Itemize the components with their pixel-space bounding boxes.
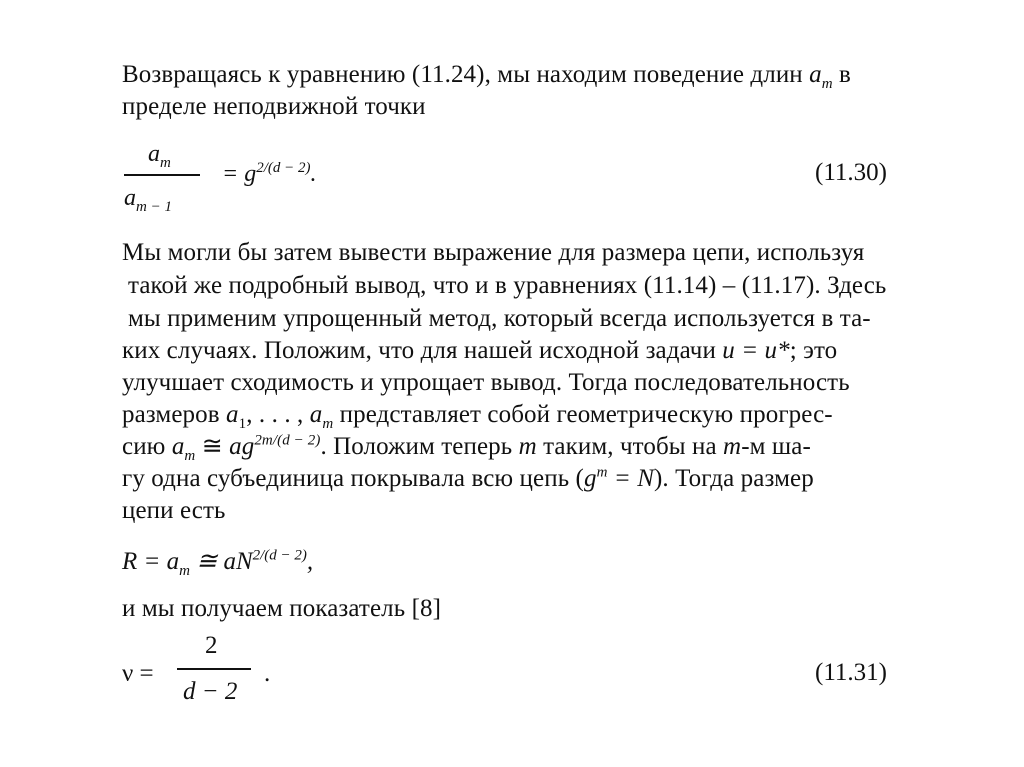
math-expression: u = u* [722, 337, 790, 364]
text-fragment: ). Тогда размер [653, 465, 814, 492]
text-fragment: , . . . , [246, 401, 310, 428]
math-subscript: m [179, 563, 190, 579]
fraction-bar [124, 174, 200, 176]
math-variable: a [309, 401, 323, 428]
paragraph-2-line-6 [122, 400, 833, 430]
fraction-denominator: d − 2 [183, 678, 238, 705]
math-subscript: m [184, 448, 196, 464]
math-subscript: m [322, 416, 334, 432]
math-subscript: m [821, 76, 833, 92]
math-expression: ag [229, 433, 255, 460]
paragraph-2-line-2: такой же подробный вывод, что и в уравнениях (11.14) – (11.17). Здесь [128, 272, 887, 299]
text-fragment: в [832, 61, 851, 88]
text-fragment: представляет собой геометрическую прогрес- [333, 401, 833, 428]
math-variable: a [226, 401, 239, 428]
paragraph-2-line-9: цепи есть [122, 497, 226, 524]
math-expression: = g [222, 161, 257, 187]
text-fragment: сию [122, 433, 172, 460]
paragraph-2-line-3: мы применим упрощенный метод, который всегда используется в та- [128, 305, 871, 332]
math-subscript: m − 1 [136, 198, 172, 215]
equation-lhs: ν = [122, 660, 154, 687]
math-variable: m [518, 433, 537, 460]
math-exponent: 2/(d − 2) [252, 547, 307, 564]
fraction-bar [177, 668, 251, 670]
paragraph-2-line-5: улучшает сходимость и упрощает вывод. Тогда последовательность [122, 369, 850, 396]
paragraph-2-line-4 [122, 336, 837, 366]
paragraph-1-line-2: пределе неподвижной точки [122, 93, 426, 120]
paragraph-2-line-7 [122, 432, 811, 462]
math-operator: ≅ [195, 433, 230, 460]
paragraph-2-line-8 [122, 464, 814, 494]
math-expression: ≅ aN [190, 548, 253, 575]
text-fragment: ких случаях. Положим, что для нашей исходной задачи [122, 337, 723, 364]
fraction-numerator [148, 140, 171, 171]
punctuation: . [310, 161, 317, 187]
punctuation: . [264, 660, 271, 687]
math-exponent: 2m/(d − 2) [254, 432, 321, 449]
math-variable: a [809, 61, 822, 88]
equation-number: (11.30) [815, 159, 887, 186]
math-subscript: 1 [238, 416, 247, 432]
math-variable: a [124, 185, 136, 211]
text-fragment: размеров [122, 401, 226, 428]
paragraph-3: и мы получаем показатель [8] [122, 595, 442, 622]
math-variable: g [583, 465, 597, 492]
paragraph-2-line-1: Мы могли бы затем вывести выражение для размера цепи, используя [122, 239, 865, 266]
math-expression: R = a [122, 548, 180, 575]
math-variable: a [171, 433, 185, 460]
math-exponent: 2/(d − 2) [256, 160, 311, 176]
equation-number: (11.31) [815, 659, 887, 686]
text-fragment: -м ша- [741, 433, 811, 460]
text-fragment: . Положим теперь [320, 433, 519, 460]
text-fragment: Возвращаясь к уравнению (11.24), мы находим поведение длин [122, 61, 810, 88]
math-variable: a [148, 141, 160, 167]
text-fragment: гу одна субъединица покрывала всю цепь ( [122, 465, 584, 492]
fraction-denominator [124, 184, 172, 215]
math-subscript: m [160, 154, 171, 171]
equation-rhs [222, 160, 316, 188]
paragraph-1-line-1 [122, 60, 851, 90]
punctuation: , [306, 548, 314, 575]
math-expression: = N [607, 465, 654, 492]
equation-chain-size [122, 547, 314, 579]
math-exponent: m [596, 464, 608, 481]
fraction-numerator: 2 [205, 632, 218, 659]
text-fragment: таким, чтобы на [536, 433, 724, 460]
text-fragment: ; это [789, 337, 838, 364]
math-variable: m [723, 433, 742, 460]
